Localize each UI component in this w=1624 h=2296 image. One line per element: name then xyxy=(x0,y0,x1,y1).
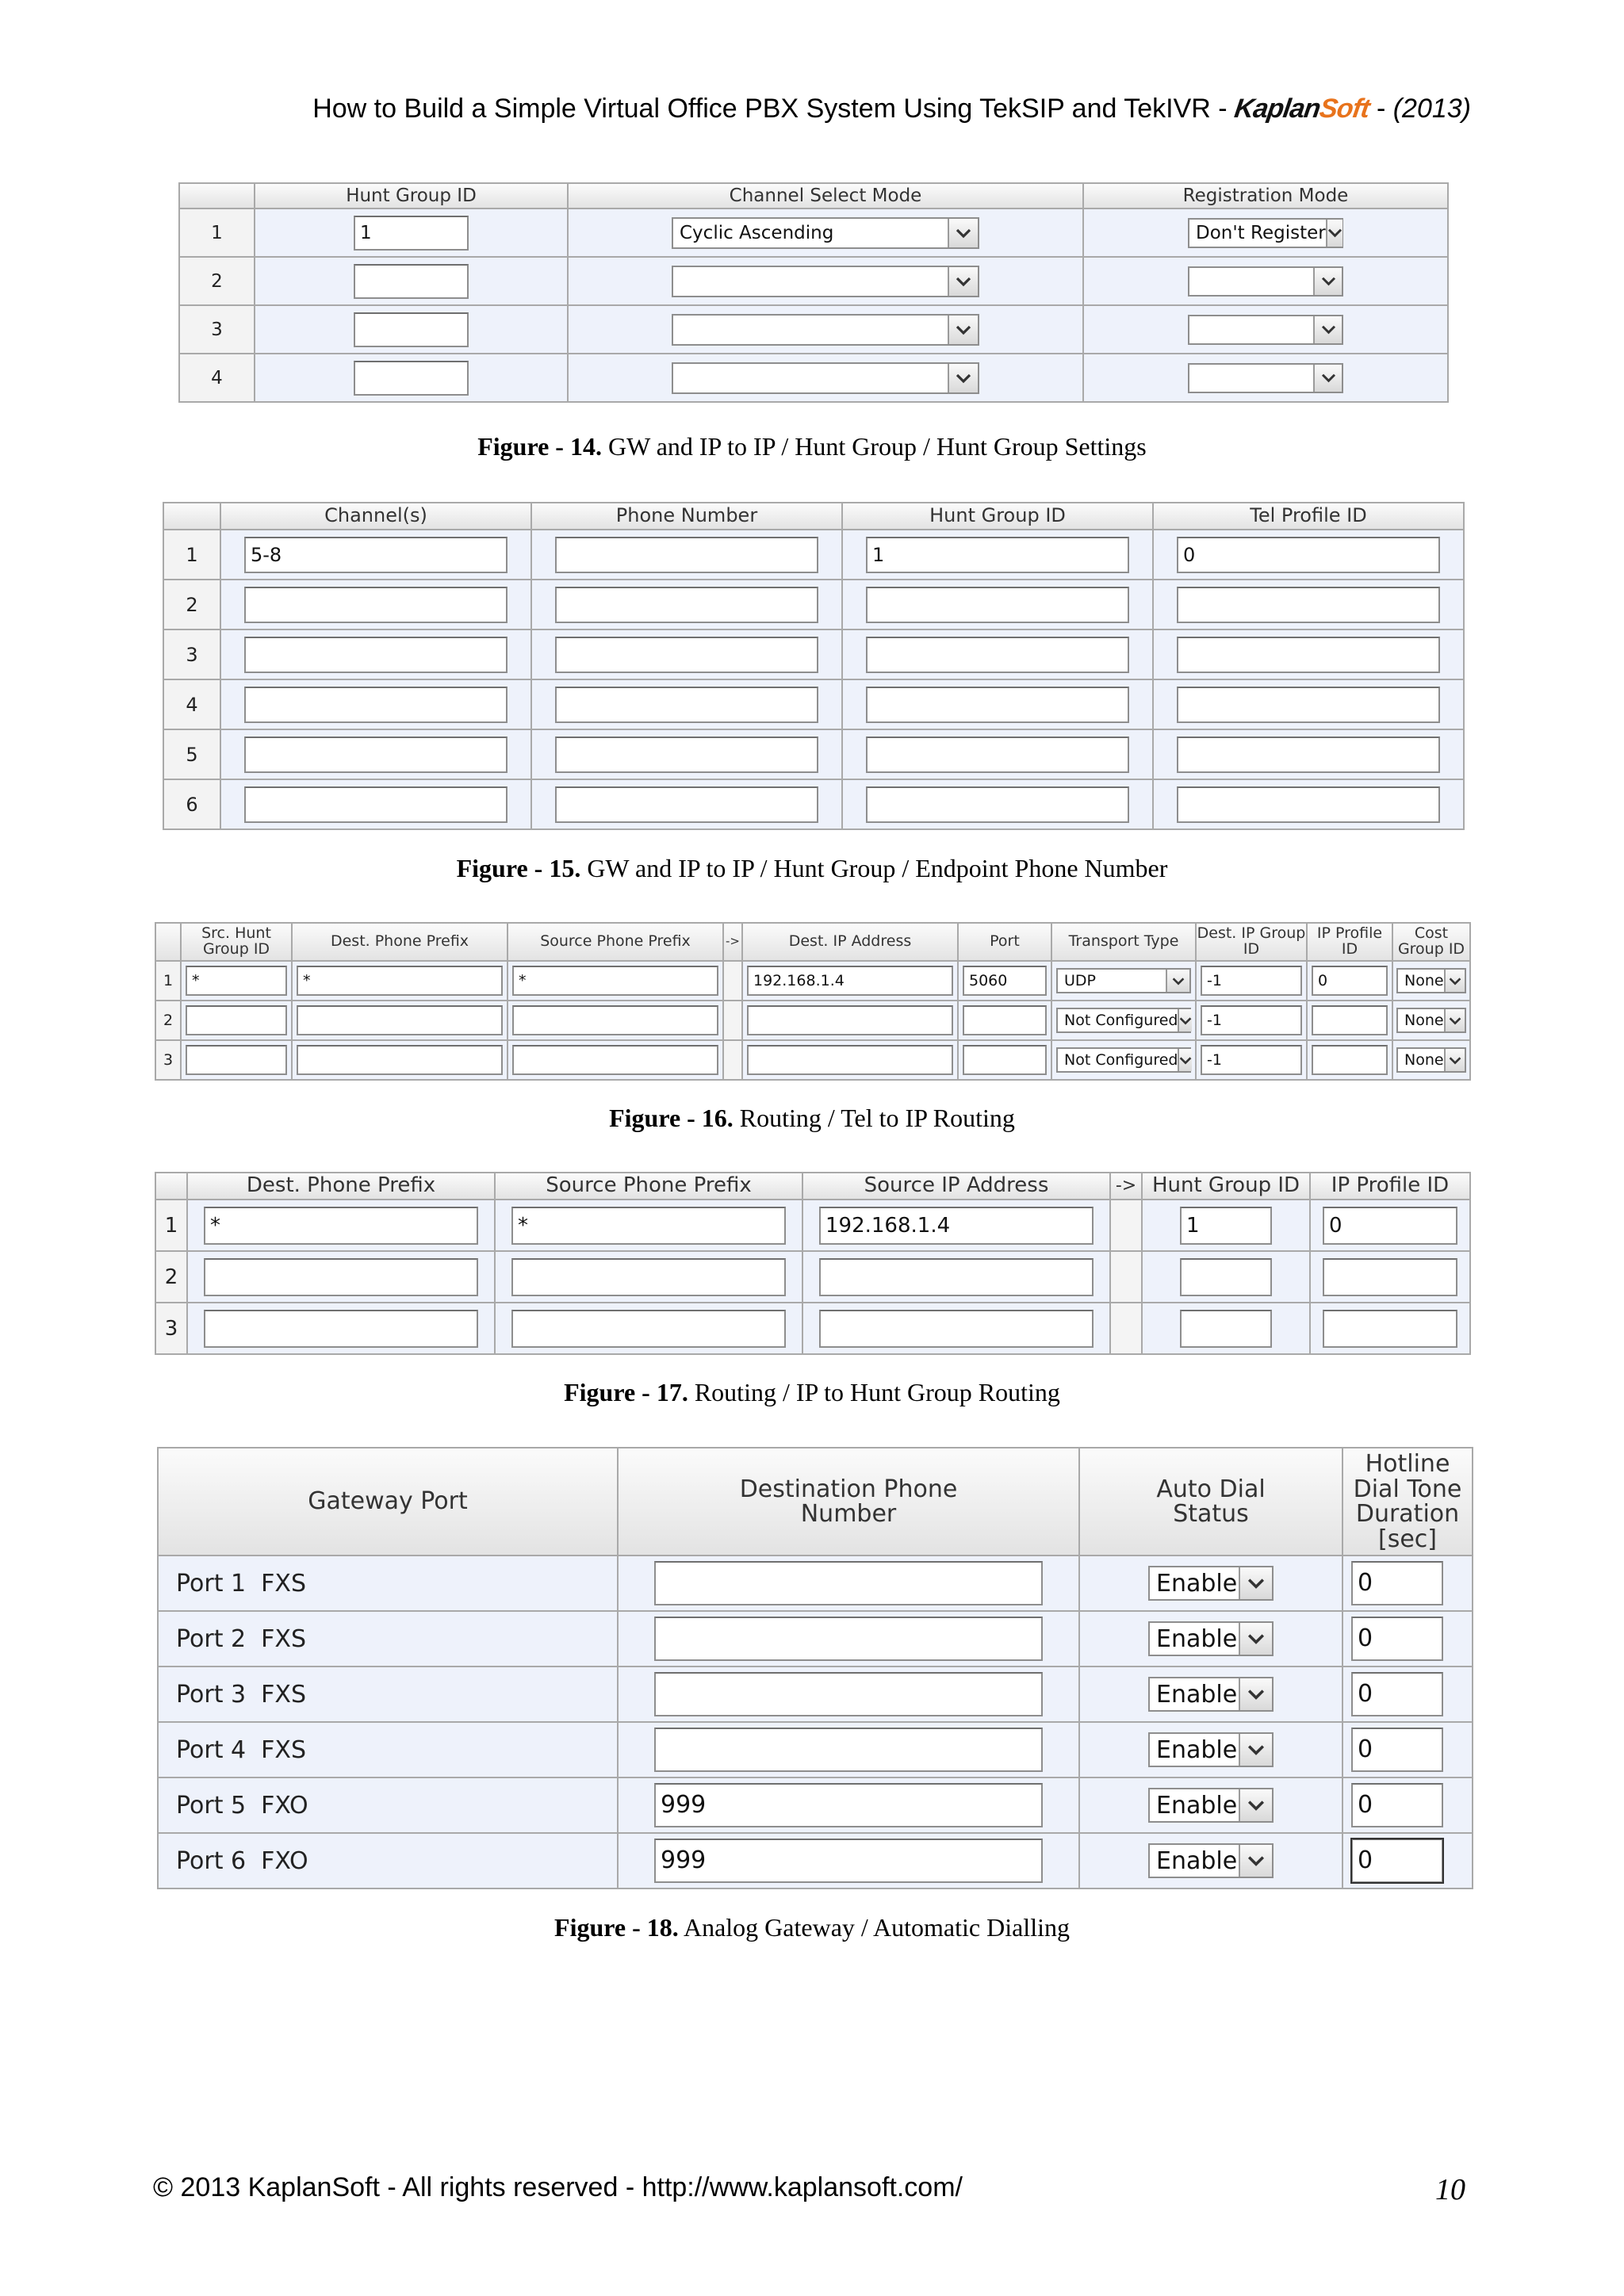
arrow-cell xyxy=(1110,1251,1142,1303)
table-row xyxy=(155,1001,1470,1040)
col-tel-profile-id: Tel Profile ID xyxy=(1153,503,1464,530)
dest-phone-prefix-input[interactable] xyxy=(204,1258,478,1296)
gateway-port-label: Port 3 FXS xyxy=(158,1667,618,1722)
row-number: 2 xyxy=(155,1001,181,1040)
table-row xyxy=(158,1722,1473,1777)
figure-16-caption: Figure - 16. Routing / Tel to IP Routing xyxy=(609,1104,1015,1132)
chevron-down-icon[interactable] xyxy=(1313,268,1342,295)
col-source-phone-prefix: Source Phone Prefix xyxy=(495,1173,802,1200)
figure-17-caption: Figure - 17. Routing / IP to Hunt Group Routing xyxy=(564,1378,1060,1406)
chevron-down-icon[interactable] xyxy=(1444,1009,1465,1031)
ip-profile-id-input[interactable]: 0 xyxy=(1312,966,1388,996)
channel-select-mode-dropdown-value: Cyclic Ascending xyxy=(680,222,834,243)
col-ip-profile-id: IP Profile ID xyxy=(1307,923,1392,961)
col-gateway-port: Gateway Port xyxy=(158,1448,618,1556)
col-dest-phone-prefix: Dest. Phone Prefix xyxy=(187,1173,495,1200)
auto-dial-status-dropdown-value: Enable xyxy=(1156,1569,1238,1598)
registration-mode-dropdown[interactable] xyxy=(1188,363,1343,393)
table-row xyxy=(179,209,1448,257)
col-arrow: -> xyxy=(723,923,742,961)
hotline-duration-input[interactable]: 0 xyxy=(1351,1617,1443,1661)
header-title: How to Build a Simple Virtual Office PBX System Using TekSIP and TekIVR - xyxy=(312,94,1235,124)
gateway-port-label: Port 5 FXO xyxy=(158,1777,618,1833)
destination-phone-number-input[interactable] xyxy=(654,1617,1043,1661)
hotline-duration-input[interactable]: 0 xyxy=(1351,1839,1443,1883)
hunt-group-id-input[interactable] xyxy=(1180,1310,1272,1348)
auto-dial-status-dropdown[interactable] xyxy=(1148,1677,1274,1712)
tel-profile-id-input[interactable] xyxy=(1177,786,1440,823)
source-phone-prefix-input[interactable]: * xyxy=(512,966,718,996)
channel-select-mode-dropdown[interactable] xyxy=(672,314,979,346)
page-number: 10 xyxy=(1435,2173,1465,2206)
chevron-down-icon[interactable] xyxy=(1326,220,1342,247)
source-phone-prefix-input[interactable]: * xyxy=(511,1207,786,1245)
destination-phone-number-input[interactable]: 999 xyxy=(654,1783,1043,1827)
table-row xyxy=(158,1611,1473,1667)
col-dest-ip-group-id: Dest. IP Group ID xyxy=(1196,923,1307,961)
table-row xyxy=(155,1251,1470,1303)
ip-profile-id-input[interactable] xyxy=(1312,1045,1388,1075)
table-row xyxy=(163,729,1464,779)
chevron-down-icon[interactable] xyxy=(948,219,978,247)
hotline-duration-input[interactable]: 0 xyxy=(1351,1672,1443,1716)
row-number: 3 xyxy=(179,305,255,354)
dest-ip-address-input[interactable] xyxy=(747,1045,953,1075)
hunt-group-settings-table xyxy=(178,182,1447,403)
phone-number-input[interactable] xyxy=(555,786,818,823)
hunt-group-id-input[interactable] xyxy=(354,361,469,396)
gateway-port-label: Port 2 FXS xyxy=(158,1611,618,1667)
hotline-duration-input[interactable]: 0 xyxy=(1351,1783,1443,1827)
row-number: 2 xyxy=(179,257,255,305)
gateway-port-label: Port 4 FXS xyxy=(158,1722,618,1777)
chevron-down-icon[interactable] xyxy=(1239,1623,1272,1655)
auto-dial-status-dropdown-value: Enable xyxy=(1156,1791,1238,1820)
auto-dial-status-dropdown-value: Enable xyxy=(1156,1680,1238,1709)
endpoint-phone-number-table xyxy=(163,502,1463,830)
cost-group-id-dropdown[interactable] xyxy=(1396,1047,1466,1073)
chevron-down-icon[interactable] xyxy=(1166,970,1189,992)
header-year: (2013) xyxy=(1392,94,1471,124)
figure-15-caption: Figure - 15. GW and IP to IP / Hunt Group / Endpoint Phone Number xyxy=(456,854,1168,882)
table-row xyxy=(158,1667,1473,1722)
registration-mode-dropdown-value: Don't Register xyxy=(1196,222,1326,243)
col-hunt-group-id: Hunt Group ID xyxy=(1142,1173,1310,1200)
transport-type-dropdown-value: Not Configured xyxy=(1064,1012,1178,1029)
dest-phone-prefix-input[interactable] xyxy=(204,1310,478,1348)
source-ip-address-input[interactable]: 192.168.1.4 xyxy=(819,1207,1094,1245)
table-row xyxy=(179,257,1448,305)
figure-14-caption: Figure - 14. GW and IP to IP / Hunt Group / Hunt Group Settings xyxy=(477,432,1147,461)
col-ip-profile-id: IP Profile ID xyxy=(1310,1173,1470,1200)
ip-to-hunt-group-routing-table xyxy=(155,1172,1469,1355)
source-ip-address-input[interactable] xyxy=(819,1258,1094,1296)
transport-type-dropdown-value: UDP xyxy=(1064,972,1096,989)
table-row xyxy=(163,679,1464,729)
col-index xyxy=(155,923,181,961)
row-number: 3 xyxy=(155,1303,187,1354)
col-phone-number: Phone Number xyxy=(531,503,842,530)
table-row xyxy=(155,1200,1470,1251)
dest-phone-prefix-input[interactable]: * xyxy=(297,966,503,996)
cost-group-id-dropdown-value: None xyxy=(1404,1051,1444,1069)
kaplansoft-logo: KaplanSoft xyxy=(1232,94,1372,124)
tel-profile-id-input[interactable] xyxy=(1177,637,1440,673)
chevron-down-icon[interactable] xyxy=(1178,1049,1192,1071)
col-channel-select-mode: Channel Select Mode xyxy=(568,183,1083,209)
col-registration-mode: Registration Mode xyxy=(1083,183,1448,209)
auto-dial-status-dropdown[interactable] xyxy=(1148,1621,1274,1656)
tel-profile-id-input[interactable]: 0 xyxy=(1177,537,1440,573)
destination-phone-number-input[interactable] xyxy=(654,1728,1043,1772)
dest-phone-prefix-input[interactable] xyxy=(297,1045,503,1075)
hunt-group-id-input[interactable] xyxy=(866,737,1129,773)
chevron-down-icon[interactable] xyxy=(948,267,978,296)
gateway-port-label: Port 6 FXO xyxy=(158,1833,618,1888)
phone-number-input[interactable] xyxy=(555,637,818,673)
phone-number-input[interactable] xyxy=(555,737,818,773)
row-number: 2 xyxy=(163,580,220,629)
col-hotline-dial-tone-duration: Hotline Dial Tone Duration [sec] xyxy=(1342,1448,1473,1556)
row-number: 1 xyxy=(179,209,255,257)
destination-phone-number-input[interactable]: 999 xyxy=(654,1839,1043,1883)
chevron-down-icon[interactable] xyxy=(1239,1678,1272,1710)
hunt-group-id-input[interactable]: 1 xyxy=(354,216,469,251)
table-row xyxy=(158,1556,1473,1611)
hunt-group-id-input[interactable] xyxy=(866,687,1129,723)
ip-profile-id-input[interactable] xyxy=(1323,1258,1457,1296)
auto-dial-status-dropdown[interactable] xyxy=(1148,1566,1274,1601)
cost-group-id-dropdown[interactable] xyxy=(1396,1008,1466,1033)
registration-mode-dropdown[interactable] xyxy=(1188,218,1343,248)
source-phone-prefix-input[interactable] xyxy=(511,1310,786,1348)
row-number: 1 xyxy=(155,961,181,1001)
col-hunt-group-id: Hunt Group ID xyxy=(842,503,1153,530)
chevron-down-icon[interactable] xyxy=(1239,1845,1272,1877)
destination-phone-number-input[interactable] xyxy=(654,1561,1043,1605)
col-channels: Channel(s) xyxy=(220,503,531,530)
row-number: 2 xyxy=(155,1251,187,1303)
table-row xyxy=(158,1777,1473,1833)
hunt-group-id-input[interactable] xyxy=(866,587,1129,623)
arrow-cell xyxy=(723,1001,742,1040)
channels-input[interactable] xyxy=(244,737,508,773)
dest-ip-group-id-input[interactable]: -1 xyxy=(1201,1005,1302,1035)
cost-group-id-dropdown-value: None xyxy=(1404,1012,1444,1029)
port-input[interactable] xyxy=(963,1005,1047,1035)
channel-select-mode-dropdown[interactable] xyxy=(672,362,979,394)
channel-select-mode-dropdown[interactable] xyxy=(672,217,979,249)
col-dest-phone-prefix: Dest. Phone Prefix xyxy=(292,923,508,961)
row-number: 1 xyxy=(155,1200,187,1251)
dest-ip-address-input[interactable]: 192.168.1.4 xyxy=(747,966,953,996)
ip-profile-id-input[interactable] xyxy=(1312,1005,1388,1035)
transport-type-dropdown[interactable] xyxy=(1056,1047,1191,1073)
col-index xyxy=(155,1173,187,1200)
hunt-group-id-input[interactable]: 1 xyxy=(1180,1207,1272,1245)
transport-type-dropdown[interactable] xyxy=(1056,1008,1191,1033)
dest-phone-prefix-input[interactable] xyxy=(297,1005,503,1035)
tel-profile-id-input[interactable] xyxy=(1177,587,1440,623)
dest-ip-group-id-input[interactable]: -1 xyxy=(1201,1045,1302,1075)
channel-select-mode-dropdown[interactable] xyxy=(672,266,979,297)
col-src-hunt-group-id: Src. Hunt Group ID xyxy=(181,923,292,961)
arrow-cell xyxy=(1110,1303,1142,1354)
table-row xyxy=(179,354,1448,402)
automatic-dialling-table xyxy=(157,1447,1472,1889)
chevron-down-icon[interactable] xyxy=(1239,1567,1272,1599)
hotline-duration-input[interactable]: 0 xyxy=(1351,1561,1443,1605)
col-index xyxy=(179,183,255,209)
ip-profile-id-input[interactable]: 0 xyxy=(1323,1207,1457,1245)
phone-number-input[interactable] xyxy=(555,687,818,723)
row-number: 5 xyxy=(163,729,220,779)
tel-profile-id-input[interactable] xyxy=(1177,687,1440,723)
col-arrow: -> xyxy=(1110,1173,1142,1200)
auto-dial-status-dropdown-value: Enable xyxy=(1156,1624,1238,1653)
footer-copyright: © 2013 KaplanSoft - All rights reserved - http://www.kaplansoft.com/ xyxy=(153,2172,963,2202)
table-row xyxy=(155,1303,1470,1354)
channels-input[interactable] xyxy=(244,637,508,673)
figure-18-caption: Figure - 18. Analog Gateway / Automatic Dialling xyxy=(554,1913,1070,1942)
dest-phone-prefix-input[interactable]: * xyxy=(204,1207,478,1245)
hunt-group-id-input[interactable] xyxy=(866,637,1129,673)
gateway-port-label: Port 1 FXS xyxy=(158,1556,618,1611)
hunt-group-id-input[interactable] xyxy=(1180,1258,1272,1296)
table-row xyxy=(163,580,1464,629)
chevron-down-icon[interactable] xyxy=(1239,1734,1272,1766)
channels-input[interactable] xyxy=(244,687,508,723)
table-row xyxy=(163,779,1464,829)
arrow-cell xyxy=(723,1040,742,1080)
src-hunt-group-id-input[interactable]: * xyxy=(186,966,287,996)
channels-input[interactable] xyxy=(244,786,508,823)
arrow-cell xyxy=(1110,1200,1142,1251)
col-hunt-group-id: Hunt Group ID xyxy=(255,183,568,209)
col-source-phone-prefix: Source Phone Prefix xyxy=(508,923,723,961)
src-hunt-group-id-input[interactable] xyxy=(186,1005,287,1035)
row-number: 6 xyxy=(163,779,220,829)
auto-dial-status-dropdown[interactable] xyxy=(1148,1732,1274,1767)
chevron-down-icon[interactable] xyxy=(1239,1789,1272,1821)
source-phone-prefix-input[interactable] xyxy=(512,1005,718,1035)
table-row xyxy=(158,1833,1473,1888)
chevron-down-icon[interactable] xyxy=(1444,970,1465,992)
chevron-down-icon[interactable] xyxy=(948,316,978,344)
destination-phone-number-input[interactable] xyxy=(654,1672,1043,1716)
ip-profile-id-input[interactable] xyxy=(1323,1310,1457,1348)
source-phone-prefix-input[interactable] xyxy=(511,1258,786,1296)
auto-dial-status-dropdown-value: Enable xyxy=(1156,1735,1238,1764)
col-dest-ip-address: Dest. IP Address xyxy=(742,923,958,961)
phone-number-input[interactable] xyxy=(555,587,818,623)
chevron-down-icon[interactable] xyxy=(1444,1049,1465,1071)
dest-ip-group-id-input[interactable]: -1 xyxy=(1201,966,1302,996)
arrow-cell xyxy=(723,961,742,1001)
port-input[interactable] xyxy=(963,1045,1047,1075)
transport-type-dropdown-value: Not Configured xyxy=(1064,1051,1178,1069)
col-auto-dial-status: Auto Dial Status xyxy=(1079,1448,1342,1556)
source-phone-prefix-input[interactable] xyxy=(512,1045,718,1075)
hunt-group-id-input[interactable]: 1 xyxy=(866,537,1129,573)
auto-dial-status-dropdown[interactable] xyxy=(1148,1788,1274,1823)
row-number: 4 xyxy=(179,354,255,402)
cost-group-id-dropdown[interactable] xyxy=(1396,968,1466,993)
table-row xyxy=(155,961,1470,1001)
auto-dial-status-dropdown[interactable] xyxy=(1148,1843,1274,1878)
col-index xyxy=(163,503,220,530)
hunt-group-id-input[interactable] xyxy=(866,786,1129,823)
transport-type-dropdown[interactable] xyxy=(1056,968,1191,993)
row-number: 1 xyxy=(163,530,220,580)
chevron-down-icon[interactable] xyxy=(1313,365,1342,392)
col-source-ip-address: Source IP Address xyxy=(802,1173,1110,1200)
page-header: How to Build a Simple Virtual Office PBX System Using TekSIP and TekIVR - KaplanSoft - (2013) xyxy=(312,94,1471,124)
table-row xyxy=(179,305,1448,354)
row-number: 3 xyxy=(155,1040,181,1080)
chevron-down-icon[interactable] xyxy=(1313,316,1342,343)
channels-input[interactable]: 5-8 xyxy=(244,537,508,573)
phone-number-input[interactable] xyxy=(555,537,818,573)
col-port: Port xyxy=(958,923,1051,961)
port-input[interactable]: 5060 xyxy=(963,966,1047,996)
row-number: 4 xyxy=(163,679,220,729)
table-row xyxy=(163,530,1464,580)
auto-dial-status-dropdown-value: Enable xyxy=(1156,1846,1238,1875)
src-hunt-group-id-input[interactable] xyxy=(186,1045,287,1075)
hunt-group-id-input[interactable] xyxy=(354,312,469,347)
chevron-down-icon[interactable] xyxy=(1178,1009,1192,1031)
table-row xyxy=(163,629,1464,679)
tel-to-ip-routing-table xyxy=(155,922,1469,1081)
table-row xyxy=(155,1040,1470,1080)
row-number: 3 xyxy=(163,629,220,679)
col-cost-group-id: Cost Group ID xyxy=(1392,923,1470,961)
source-ip-address-input[interactable] xyxy=(819,1310,1094,1348)
col-destination-phone-number: Destination Phone Number xyxy=(618,1448,1079,1556)
registration-mode-dropdown[interactable] xyxy=(1188,266,1343,297)
dest-ip-address-input[interactable] xyxy=(747,1005,953,1035)
tel-profile-id-input[interactable] xyxy=(1177,737,1440,773)
hunt-group-id-input[interactable] xyxy=(354,264,469,299)
hotline-duration-input[interactable]: 0 xyxy=(1351,1728,1443,1772)
col-transport-type: Transport Type xyxy=(1051,923,1196,961)
cost-group-id-dropdown-value: None xyxy=(1404,972,1444,989)
channels-input[interactable] xyxy=(244,587,508,623)
registration-mode-dropdown[interactable] xyxy=(1188,315,1343,345)
chevron-down-icon[interactable] xyxy=(948,364,978,392)
